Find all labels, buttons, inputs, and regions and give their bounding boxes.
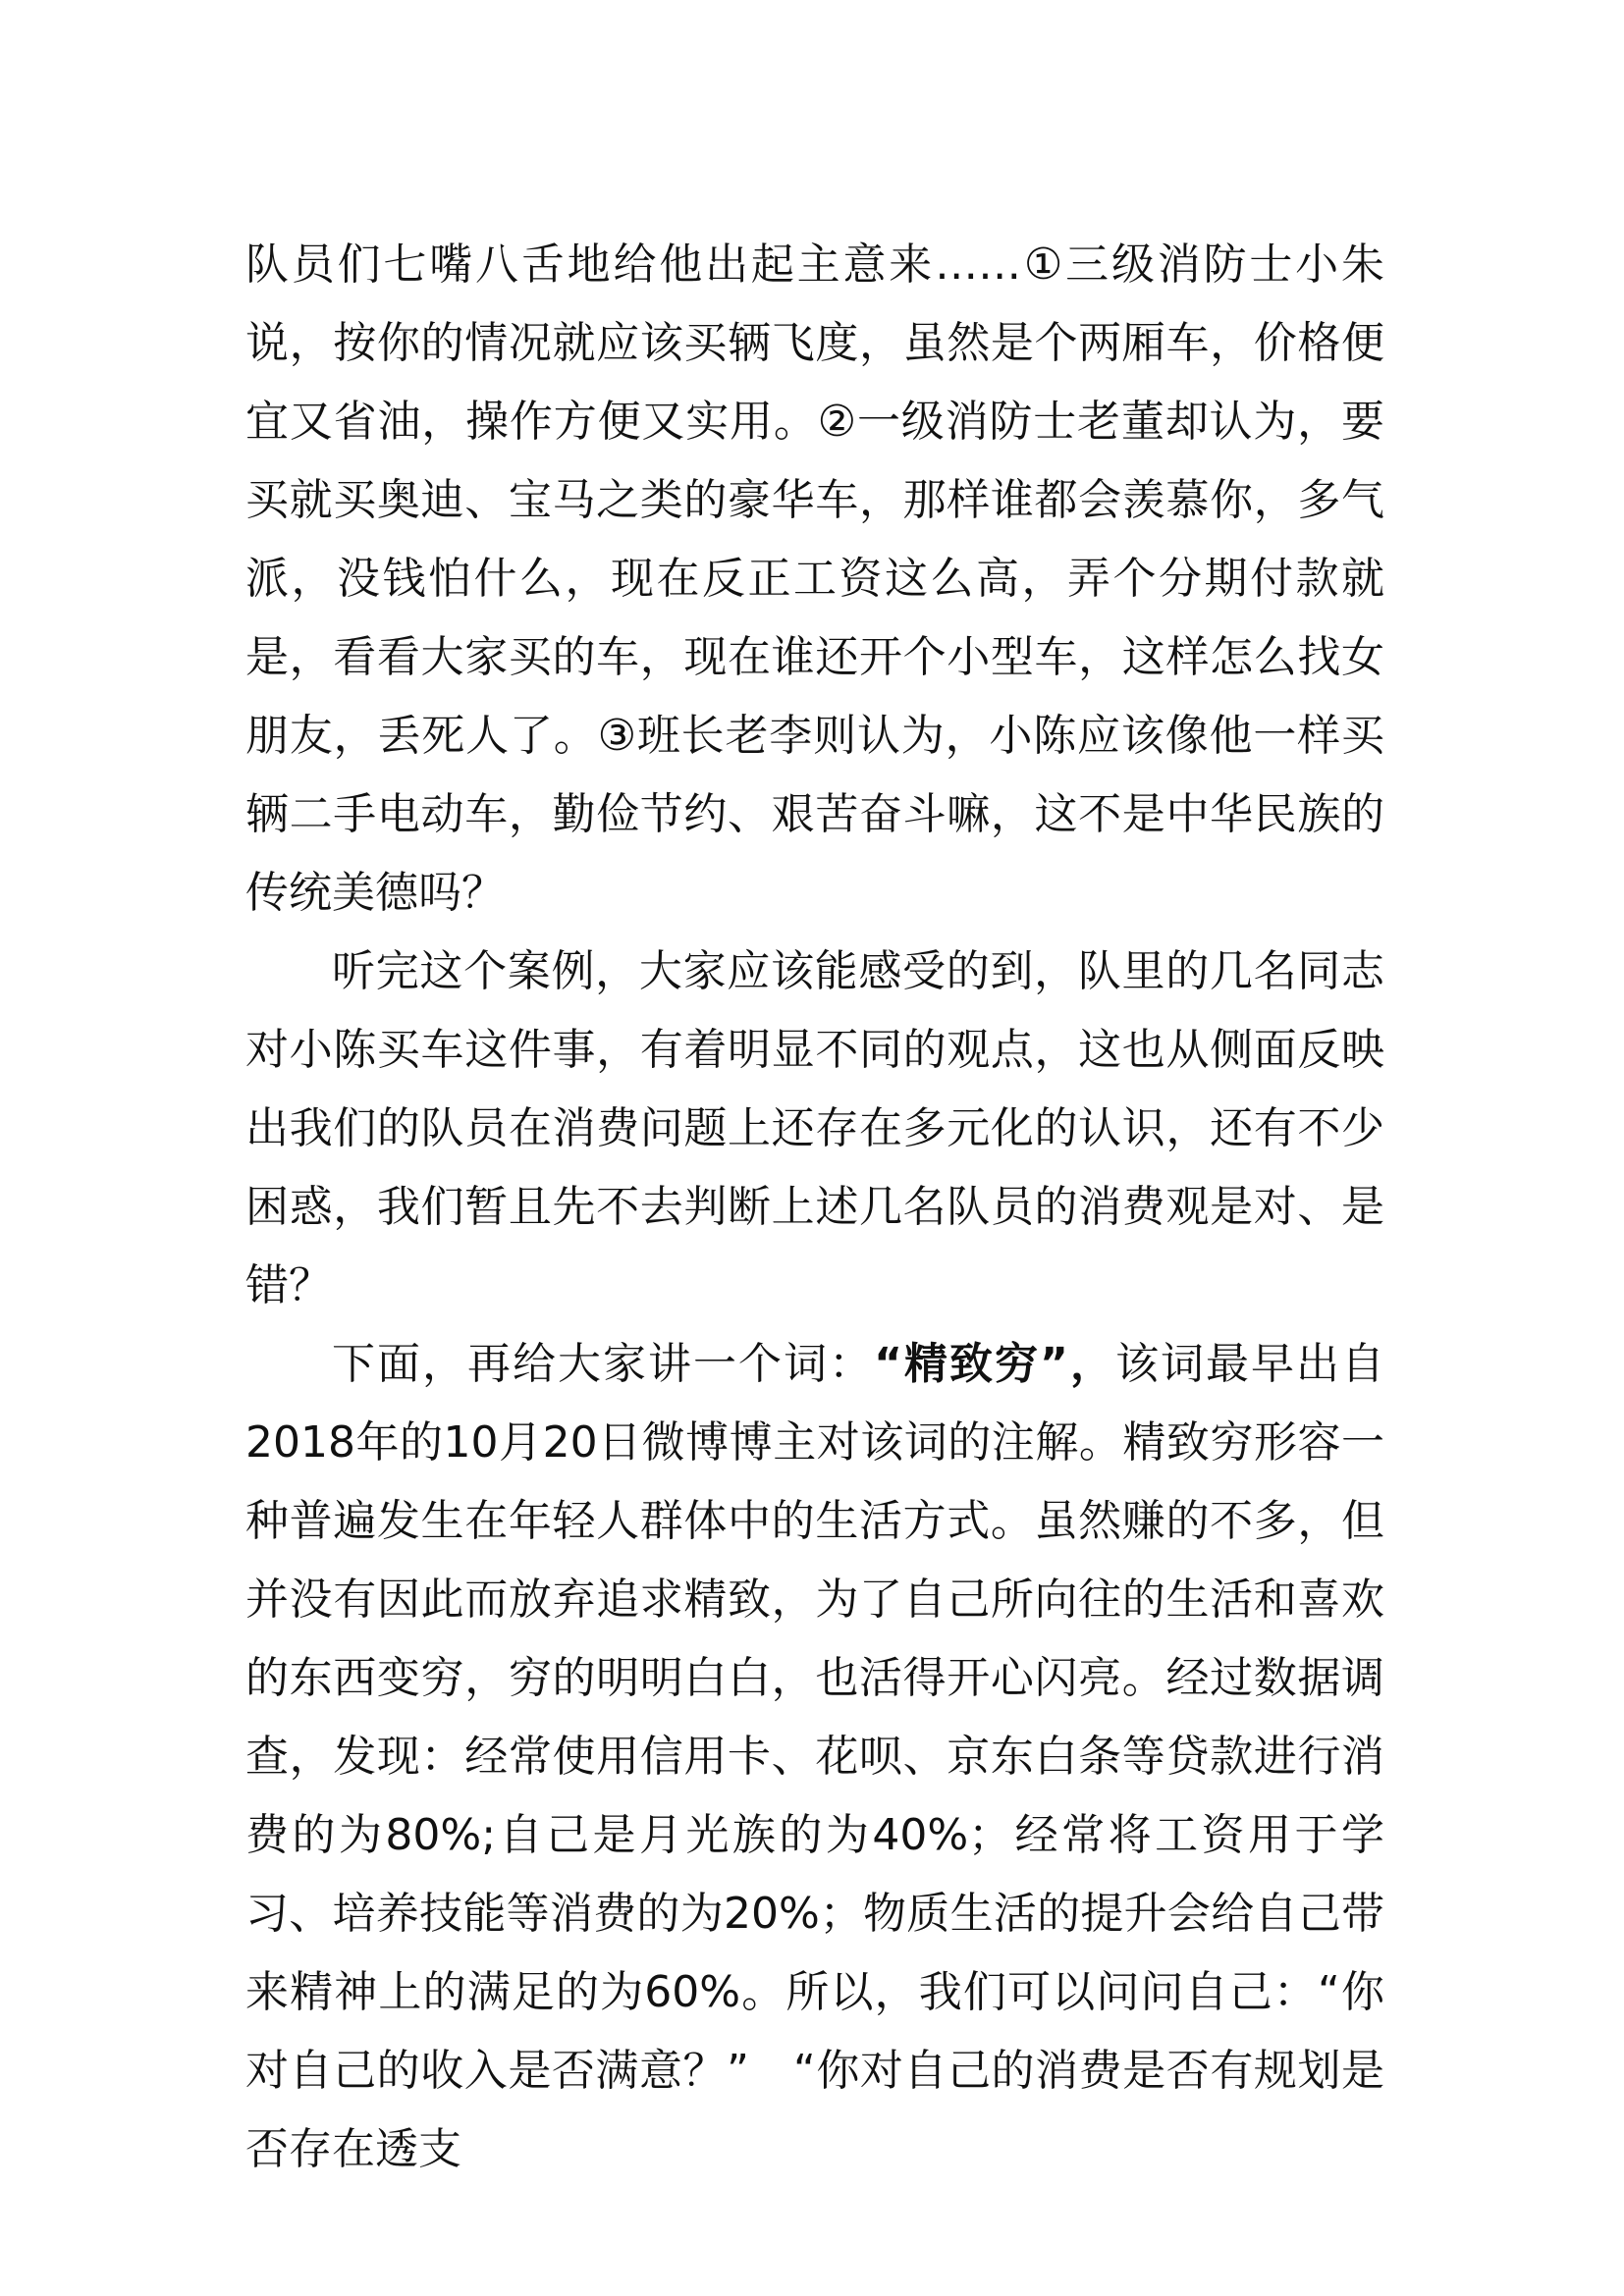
paragraph-jingzhiqiong (245, 1325, 1384, 2189)
paragraph-intro-text: 下面，再给大家讲一个词： (332, 1339, 875, 1389)
document-page (245, 226, 1384, 2189)
paragraph-case-opinions: 队员们七嘴八舌地给他出起主意来……①三级消防士小朱说，按你的情况就应该买辆飞度，虽然是个两厢车，价格便宜又省油，操作方便又实用。②一级消防士老董却认为，要买就买奥迪、宝马之类的豪华车，那样谁都会羡慕你，多气派，没钱怕什么，现在反正工资这么高，弄个分期付款就是，看看大家买的车，现在谁还开个小型车，这样怎么找女朋友，丢死人了。③班长老李则认为，小陈应该像他一样买辆二手电动车，勤俭节约、艰苦奋斗嘛，这不是中华民族的传统美德吗？ (245, 240, 1384, 918)
paragraph-body-text: 该词最早出自2018年的10月20日微博博主对该词的注解。精致穷形容一种普遍发生在年轻人群体中的生活方式。虽然赚的不多，但并没有因此而放弃追求精致，为了自己所向往的生活和喜欢的东西变穷，穷的明明白白，也活得开心闪亮。经过数据调查，发现：经常使用信用卡、花呗、京东白条等贷款进行消费的为80%;自己是月光族的为40%；经常将工资用于学习、培养技能等消费的为20%；物质生活的提升会给自己带来精神上的满足的为60%。所以，我们可以问问自己：“你对自己的收入是否满意？” “你对自己的消费是否有规划是否存在透支 (245, 1339, 1385, 2174)
term-jingzhiqiong: “精致穷”， (874, 1339, 1115, 1389)
paragraph-case-reflection: 听完这个案例，大家应该能感受的到，队里的几名同志对小陈买车这件事，有着明显不同的观点，这也从侧面反映出我们的队员在消费问题上还存在多元化的认识，还有不少困惑，我们暂且先不去判断上述几名队员的消费观是对、是错？ (245, 946, 1384, 1310)
